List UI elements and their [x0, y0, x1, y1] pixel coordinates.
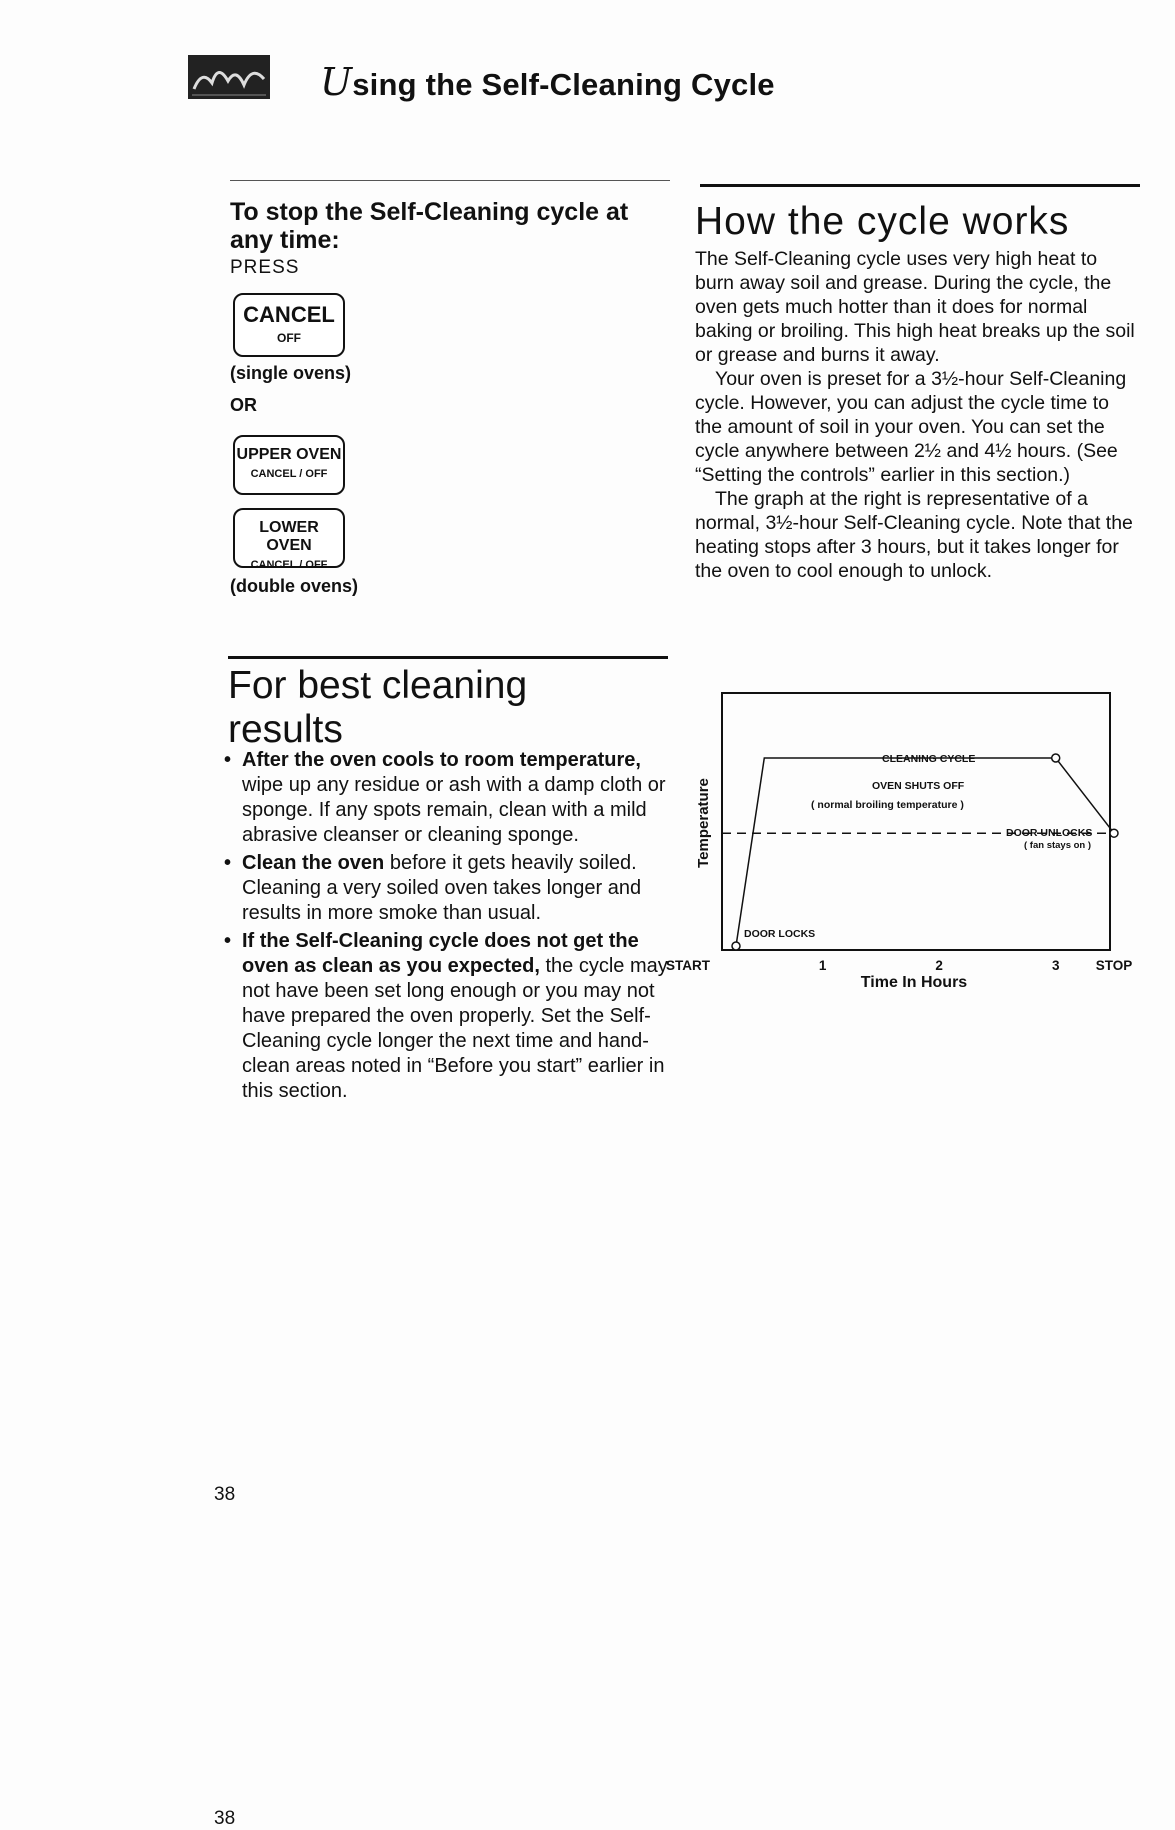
door-unlocks-marker: [1110, 829, 1118, 837]
x-tick-label: 2: [935, 958, 943, 973]
list-item: • After the oven cools to room temperature, wipe up any residue or ash with a damp cloth or sponge. If any spots remain, clean with a mild abrasive cleanser or cleaning sponge.: [224, 749, 666, 846]
press-label: PRESS: [230, 257, 300, 278]
cleaning-cycle-graph: [666, 688, 1140, 993]
list-item: • Clean the oven before it gets heavily soiled. Cleaning a very soiled oven takes longer and results in more smoke than usual.: [224, 852, 642, 924]
cancel-off-key: [233, 293, 345, 357]
how-paragraph: Your oven is preset for a 3½-hour Self-Cleaning cycle. However, you can adjust the cycle time to the amount of soil in your oven. You can set the cycle anywhere between 2½ and 4½ hours. (See “Setting the controls” earlier in this section.): [695, 368, 1127, 486]
x-tick-label: 3: [1051, 958, 1060, 973]
y-axis-label: Temperature: [695, 778, 712, 868]
tip-lead: If the Self-Cleaning cycle does not get the oven as clean as you expected,: [242, 930, 639, 977]
how-heading: How the cycle works: [695, 200, 1070, 243]
how-section-rule: [700, 184, 1140, 187]
lower-oven-cancel-key: [233, 508, 345, 571]
key-sub-label: OFF: [277, 331, 301, 345]
annotation-fan-stays-on: ( fan stays on ): [1024, 840, 1092, 851]
page-title: [320, 60, 775, 104]
reference-line-label: ( normal broiling temperature ): [811, 799, 964, 811]
list-item: • If the Self-Cleaning cycle does not get the oven as clean as you expected, the cycle may not have been set long enough or you may not have prepared the oven properly. Set the Self-Cleaning cycle longer the next time and hand-clean areas noted in “Before you start” earlier in this section.: [224, 930, 668, 1102]
page-title-initial: U: [320, 60, 353, 104]
upper-oven-cancel-key: [233, 435, 345, 495]
how-body: [695, 247, 1135, 583]
annotation-door-locks: DOOR LOCKS: [744, 928, 816, 940]
x-tick-label: STOP: [1095, 958, 1133, 973]
tip-text: the cycle may not have been set long enough or you may not have prepared the oven properly. Set the Self-Cleaning cycle longer the next time and hand-clean areas noted in “Before you start” earlier in this section.: [242, 955, 668, 1102]
page-number-visible: 38: [214, 1484, 236, 1505]
key-sub-label: CANCEL / OFF: [250, 559, 328, 571]
single-ovens-label: (single ovens): [230, 363, 352, 383]
best-heading: For best cleaning results: [228, 664, 528, 751]
page-title-text: sing the Self-Cleaning Cycle: [352, 67, 775, 102]
x-tick-label: 1: [818, 958, 827, 973]
or-label: OR: [230, 395, 257, 415]
double-ovens-label: (double ovens): [230, 576, 359, 596]
key-sub-label: CANCEL / OFF: [250, 468, 328, 480]
door-locks-marker: [732, 942, 740, 950]
tip-text: before it gets heavily soiled. Cleaning a very soiled oven takes longer and results in more smoke than usual.: [242, 852, 642, 924]
oven-shuts-off-marker: [1052, 754, 1060, 762]
tip-lead: Clean the oven: [242, 852, 385, 874]
how-paragraph: The Self-Cleaning cycle uses very high heat to burn away soil and grease. During the cycle, the oven gets much hotter than it does for normal baking or broiling. This high heat breaks up the soil or grease and burns it away.: [695, 248, 1135, 366]
tip-lead: After the oven cools to room temperature,: [242, 749, 641, 771]
x-tick-label: START: [666, 958, 710, 973]
key-main-label: CANCEL: [243, 302, 335, 327]
how-paragraph: The graph at the right is representative of a normal, 3½-hour Self-Cleaning cycle. Note that the heating stops after 3 hours, but it takes longer for the oven to cool enough to unlock.: [695, 488, 1133, 582]
annotation-cleaning-cycle: CLEANING CYCLE: [882, 753, 976, 765]
graph-frame: [722, 693, 1110, 950]
annotation-door-unlocks: DOOR UNLOCKS: [1006, 827, 1093, 839]
page-number: 38: [214, 1808, 236, 1829]
tips-list: [222, 748, 672, 1107]
annotation-oven-shuts-off: OVEN SHUTS OFF: [872, 780, 965, 792]
x-axis-label: Time In Hours: [860, 974, 968, 991]
x-tick-labels: [666, 958, 1132, 973]
stop-heading: To stop the Self-Cleaning cycle at any time:: [230, 198, 629, 254]
stop-section-rule: [230, 180, 670, 181]
logo-graphic: [188, 55, 270, 99]
tip-text: wipe up any residue or ash with a damp cloth or sponge. If any spots remain, clean with a mild abrasive cleanser or cleaning sponge.: [242, 774, 666, 846]
key-main-label: LOWER OVEN: [259, 519, 319, 554]
best-section-rule: [228, 656, 668, 659]
key-main-label: UPPER OVEN: [236, 446, 342, 463]
